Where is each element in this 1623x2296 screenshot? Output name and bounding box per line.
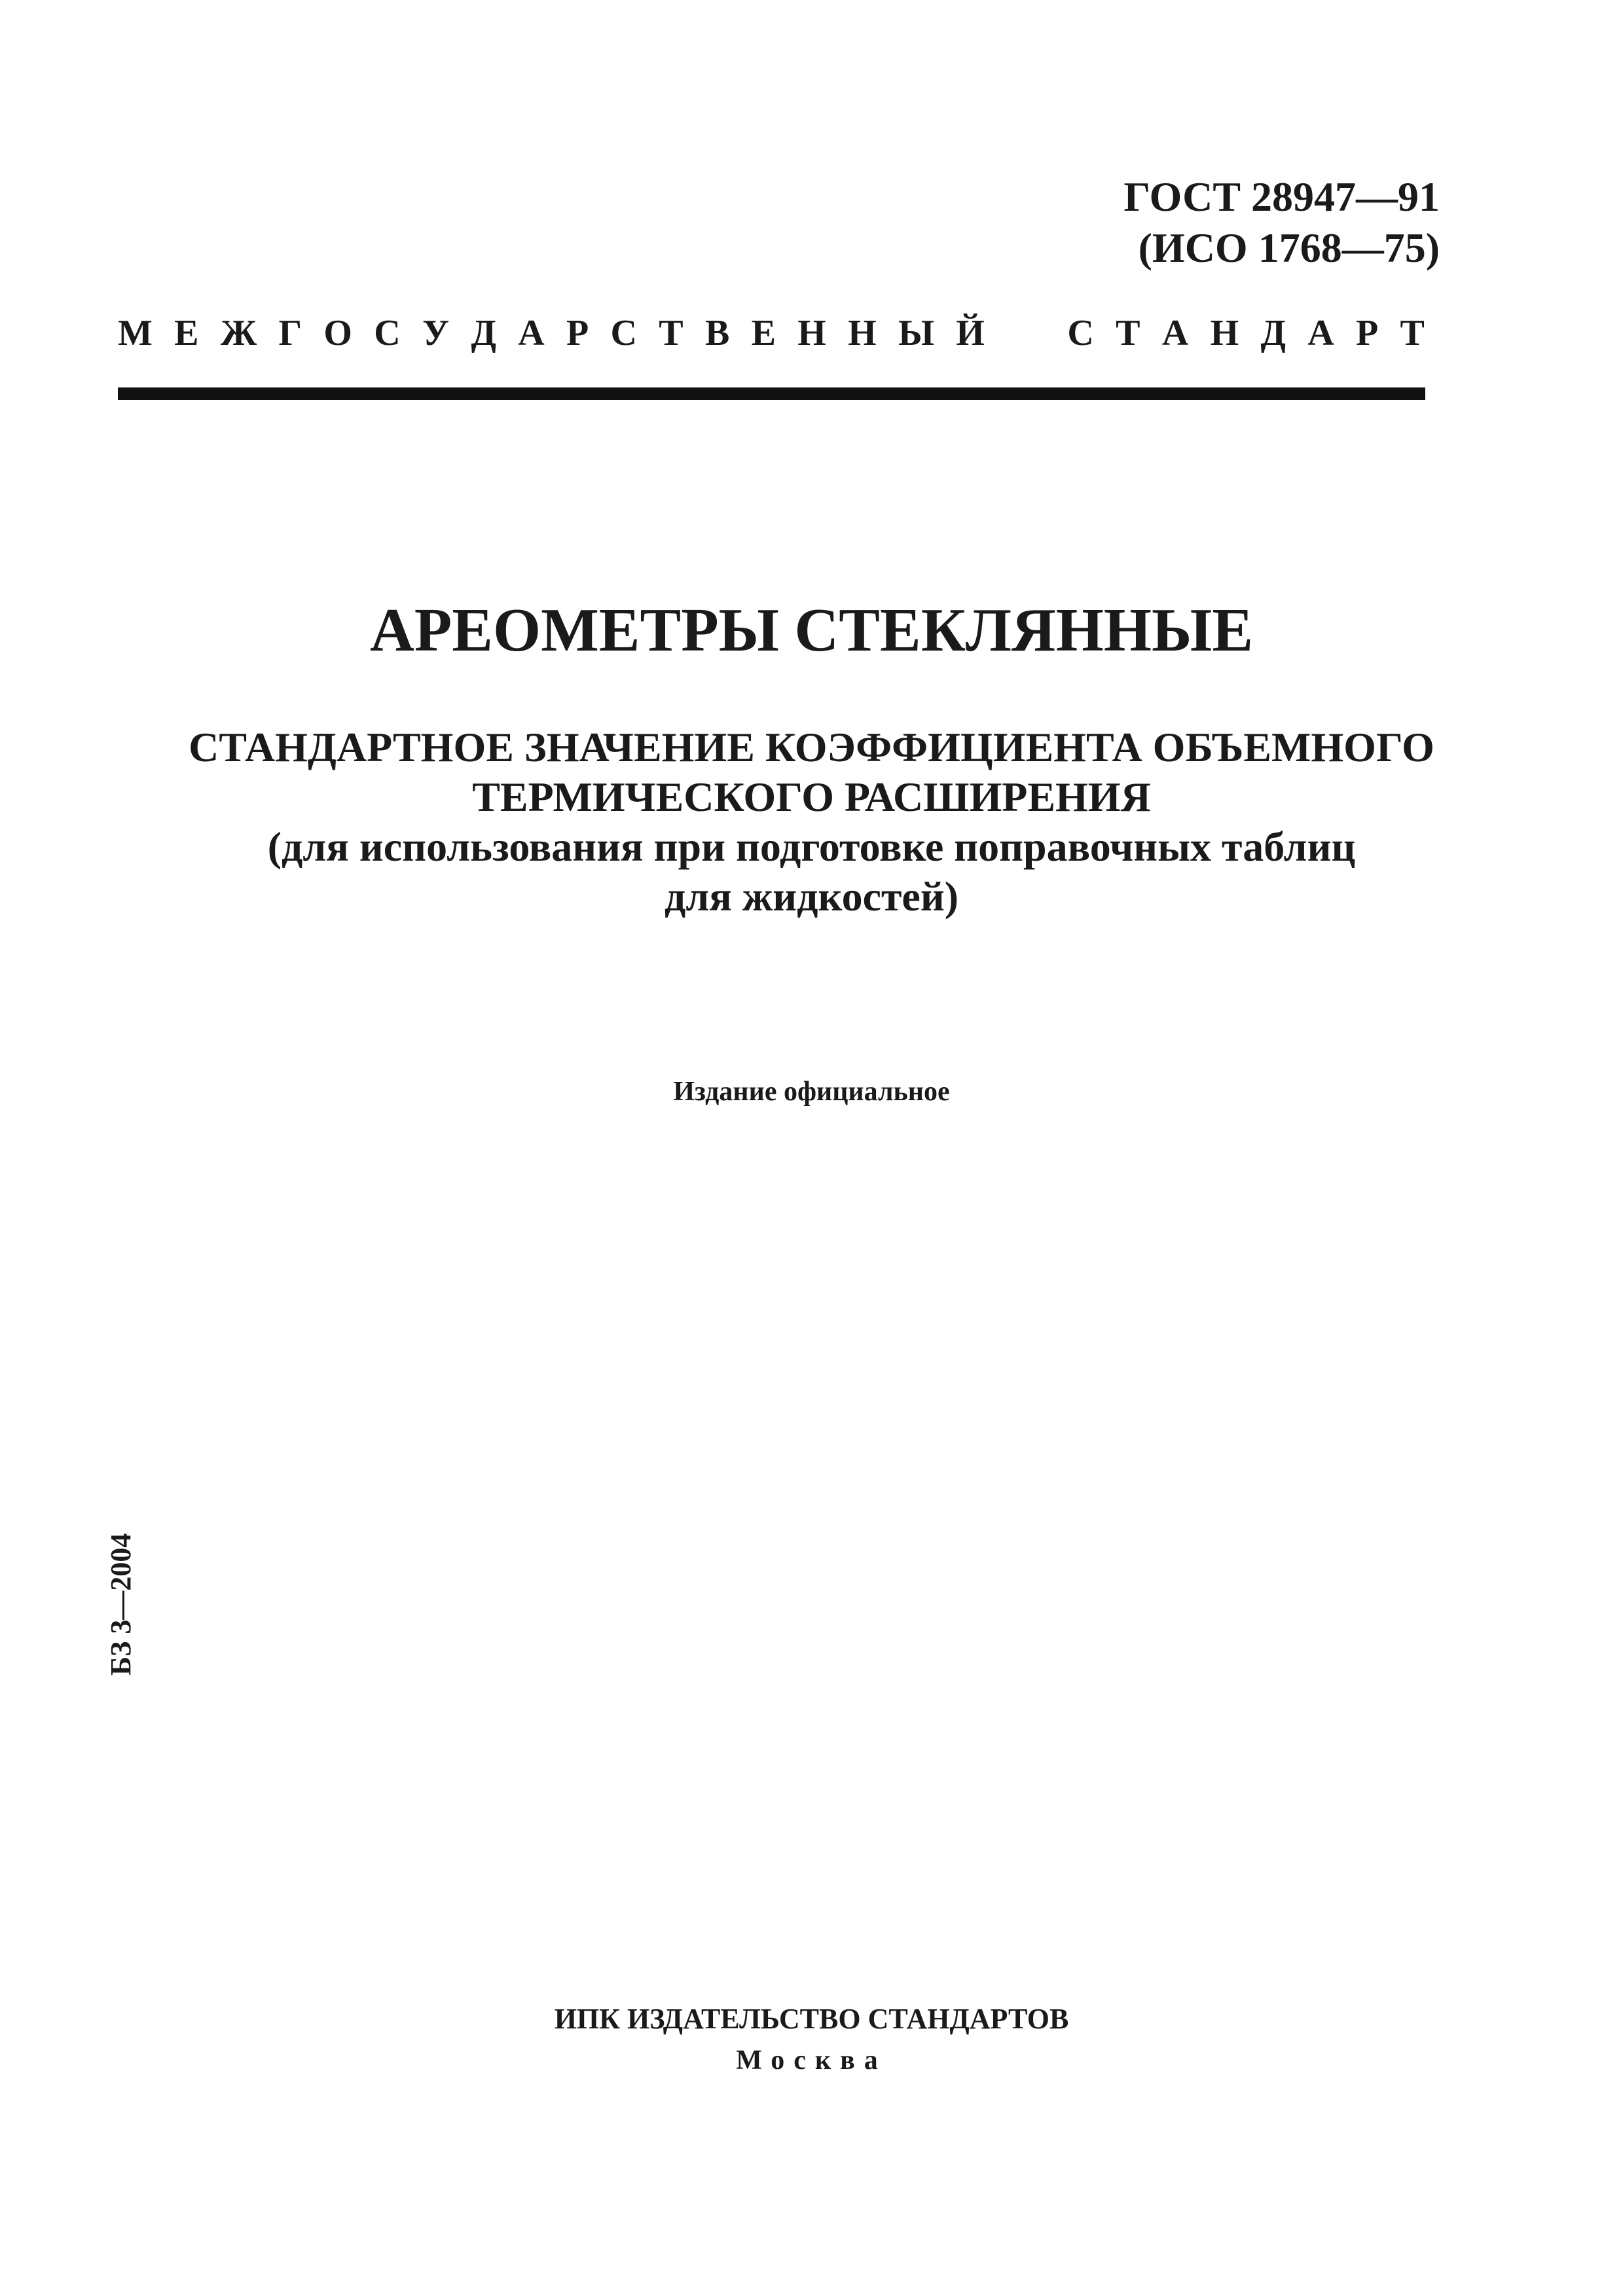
- standard-designation: [1123, 171, 1440, 274]
- iso-number: (ИСО 1768—75): [1138, 224, 1440, 271]
- category-letter: А: [1161, 313, 1189, 353]
- category-letter: Д: [471, 313, 496, 353]
- category-letter: А: [518, 313, 545, 353]
- category-letter: Е: [174, 313, 199, 353]
- publisher-city: Москва: [736, 2045, 887, 2075]
- header-rule: [118, 387, 1425, 400]
- category-letter: Н: [1210, 313, 1239, 353]
- subtitle-line: для жидкостей): [664, 873, 959, 920]
- category-letter: Н: [797, 313, 826, 353]
- category-letter: С: [374, 313, 401, 353]
- document-subtitle: [0, 723, 1623, 922]
- category-letter: С: [610, 313, 637, 353]
- subtitle-line: (для использования при подготовке поправочных таблиц: [267, 823, 1356, 870]
- category-letter: Г: [278, 313, 302, 353]
- category-letter: У: [422, 313, 450, 353]
- subtitle-line: ТЕРМИЧЕСКОГО РАСШИРЕНИЯ: [472, 774, 1151, 820]
- category-letter: М: [118, 313, 153, 353]
- category-letter: Р: [1356, 313, 1379, 353]
- side-code: БЗ 3—2004: [105, 1533, 137, 1676]
- category-letter: Й: [956, 313, 985, 353]
- document-title: АРЕОМЕТРЫ СТЕКЛЯННЫЕ: [369, 596, 1254, 664]
- category-letter: Т: [1116, 313, 1140, 353]
- category-letter: Н: [848, 313, 877, 353]
- category-letter: В: [704, 313, 730, 353]
- category-letter: О: [323, 313, 352, 353]
- category-letter: А: [1307, 313, 1334, 353]
- category-letter: Т: [1400, 313, 1425, 353]
- category-letter: Е: [751, 313, 776, 353]
- category-letter: Р: [566, 313, 589, 353]
- word-gap: [1006, 310, 1046, 356]
- standard-category: [118, 310, 1425, 356]
- subtitle-line: СТАНДАРТНОЕ ЗНАЧЕНИЕ КОЭФФИЦИЕНТА ОБЪЕМНОГО: [189, 724, 1434, 770]
- gost-number: ГОСТ 28947—91: [1123, 173, 1440, 220]
- category-letter: С: [1067, 313, 1094, 353]
- category-letter: Д: [1260, 313, 1286, 353]
- publisher-name: ИПК ИЗДАТЕЛЬСТВО СТАНДАРТОВ: [554, 2003, 1069, 2035]
- category-letter: Ы: [898, 313, 934, 353]
- category-letter: Ж: [220, 313, 257, 353]
- edition-note: Издание официальное: [673, 1077, 950, 1107]
- category-letter: Т: [659, 313, 684, 353]
